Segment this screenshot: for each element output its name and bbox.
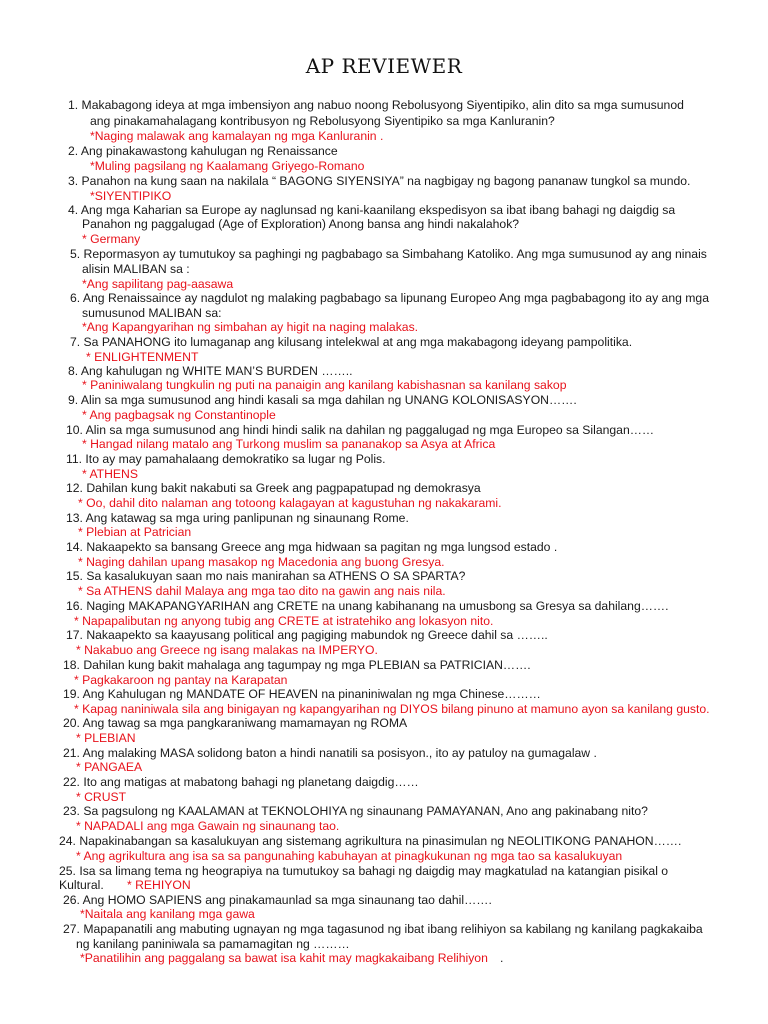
answer-line: * Germany: [82, 232, 141, 246]
question-line: 25. Isa sa limang tema ng heograpiya na tumutukoy sa bahagi ng daigdig may magkatulad na katangian pisikal o: [59, 864, 669, 878]
question-line: 15. Sa kasalukuyan saan mo nais manirahan sa ATHENS O SA SPARTA?: [66, 569, 466, 583]
question-line: 16. Naging MAKAPANGYARIHAN ang CRETE na unang kabihanang na umusbong sa Gresya sa dahilang…….: [66, 599, 669, 613]
answer-line: * Pagkakaroon ng pantay na Karapatan: [74, 673, 288, 687]
question-line: 7. Sa PANAHONG ito lumaganap ang kilusang intelekwal at ang mga makabagong ideyang pampolitika.: [70, 335, 633, 349]
answer-line: * Oo, dahil dito nalaman ang totoong kalagayan at kagustuhan ng nakakarami.: [78, 496, 502, 510]
answer-line: *Naging malawak ang kamalayan ng mga Kanluranin .: [90, 129, 384, 143]
answer-line: *Naitala ang kanilang mga gawa: [80, 907, 255, 921]
answer-line: * REHIYON: [127, 878, 191, 892]
answer-line: * NAPADALI ang mga Gawain ng sinaunang tao.: [76, 819, 340, 833]
answer-line: * Paniniwalang tungkulin ng puti na panaigin ang kanilang kabishasnan sa kanilang sakop: [82, 378, 567, 392]
answer-line: * Ang pagbagsak ng Constantinople: [82, 408, 276, 422]
question-line: 3. Panahon na kung saan na nakilala “ BAGONG SIYENSIYA” na nagbigay ng bagong pananaw tungkol sa mundo.: [68, 174, 691, 188]
answer-line: * ATHENS: [82, 467, 138, 481]
answer-line: * Nakabuo ang Greece ng isang malakas na IMPERYO.: [76, 643, 378, 657]
question-line: ang pinakamahalagang kontribusyon ng Rebolusyong Siyentipiko sa mga Kanluranin?: [90, 114, 555, 128]
question-line: 19. Ang Kahulugan ng MANDATE OF HEAVEN na pinaniniwalan ng mga Chinese………: [63, 687, 541, 701]
question-line: 24. Napakinabangan sa kasalukuyan ang sistemang agrikultura na pinasimulan ng NEOLITIKONG PANAHON…….: [59, 834, 682, 848]
answer-line: * Naging dahilan upang masakop ng Macedonia ang buong Gresya.: [78, 555, 445, 569]
question-line: 27. Mapapanatili ang mabuting ugnayan ng mga tagasunod ng ibat ibang relihiyon sa kabilang ng kanilang pagkakaiba: [63, 922, 703, 936]
question-line: 18. Dahilan kung bakit mahalaga ang tagumpay ng mga PLEBIAN sa PATRICIAN…….: [63, 658, 531, 672]
answer-line: * ENLIGHTENMENT: [86, 350, 199, 364]
answer-line: * Plebian at Patrician: [78, 525, 192, 539]
answer-line: * Kapag naniniwala sila ang binigayan ng kapangyarihan ng DIYOS bilang pinuno at mamuno ayon sa kanilang gusto.: [74, 702, 710, 716]
answer-line: *SIYENTIPIKO: [90, 189, 172, 203]
question-line: 10. Alin sa mga sumusunod ang hindi hindi salik na dahilan ng paggalugad ng mga Europeo sa Silangan……: [66, 423, 655, 437]
answer-line: * CRUST: [76, 790, 127, 804]
question-line: 4. Ang mga Kaharian sa Europe ay naglunsad ng kani-kaanilang ekspedisyon sa ibat ibang bahagi ng daigdig sa: [68, 203, 676, 217]
question-line: .: [500, 951, 504, 965]
question-line: 21. Ang malaking MASA solidong baton a hindi nanatili sa posisyon., ito ay patuloy na gumagalaw .: [63, 746, 597, 760]
question-line: alisin MALIBAN sa :: [82, 262, 190, 276]
answer-line: * Napapalibutan ng anyong tubig ang CRETE at istratehiko ang lokasyon nito.: [74, 614, 494, 628]
question-line: 11. Ito ay may pamahalaang demokratiko sa lugar ng Polis.: [66, 452, 386, 466]
question-line: 6. Ang Renaissaince ay nagdulot ng malaking pagbabago sa lipunang Europeo Ang mga pagbabagong ito ay ang mga: [70, 291, 709, 305]
question-line: 23. Sa pagsulong ng KAALAMAN at TEKNOLOHIYA ng sinaunang PAMAYANAN, Ano ang pakinabang nito?: [63, 804, 648, 818]
question-line: 26. Ang HOMO SAPIENS ang pinakamaunlad sa mga sinaunang tao dahil…….: [63, 893, 492, 907]
answer-line: * PANGAEA: [76, 760, 143, 774]
question-line: 12. Dahilan kung bakit nakabuti sa Greek ang pagpapatupad ng demokrasya: [66, 481, 481, 495]
question-line: sumusunod MALIBAN sa:: [82, 306, 222, 320]
answer-line: *Panatilihin ang paggalang sa bawat isa kahit may magkakaibang Relihiyon: [80, 951, 488, 965]
question-line: Panahon ng paggalugad (Age of Exploration) Anong bansa ang hindi nakalahok?: [82, 217, 520, 231]
page-title: AP REVIEWER: [305, 54, 463, 78]
question-line: 14. Nakaapekto sa bansang Greece ang mga hidwaan sa pagitan ng mga lungsod estado .: [66, 540, 558, 554]
question-line: 9. Alin sa mga sumusunod ang hindi kasali sa mga dahilan ng UNANG KOLONISASYON…….: [68, 393, 577, 407]
question-line: 8. Ang kahulugan ng WHITE MAN’S BURDEN ……..: [68, 364, 353, 378]
question-line: 13. Ang katawag sa mga uring panlipunan ng sinaunang Rome.: [66, 511, 409, 525]
answer-line: * Ang agrikultura ang isa sa sa pangunahing kabuhayan at pinagkukunan ng mga tao sa kasalukuyan: [76, 849, 623, 863]
answer-line: * Sa ATHENS dahil Malaya ang mga tao dito na gawin ang nais nila.: [78, 584, 446, 598]
question-line: 2. Ang pinakawastong kahulugan ng Renaissance: [68, 144, 338, 158]
question-line: 1. Makabagong ideya at mga imbensiyon ang nabuo noong Rebolusyong Siyentipiko, alin dito sa mga sumusunod: [68, 98, 684, 112]
question-line: 20. Ang tawag sa mga pangkaraniwang mamamayan ng ROMA: [63, 716, 408, 730]
answer-line: * PLEBIAN: [76, 731, 136, 745]
question-line: 17. Nakaapekto sa kaayusang political ang pagiging mabundok ng Greece dahil sa ……..: [66, 628, 548, 642]
answer-line: *Ang Kapangyarihan ng simbahan ay higit na naging malakas.: [82, 320, 419, 334]
question-line: 5. Repormasyon ay tumutukoy sa paghingi ng pagbabago sa Simbahang Katoliko. Ang mga sumusunod ay ang ninais: [70, 247, 707, 261]
question-line: 22. Ito ang matigas at mabatong bahagi ng planetang daigdig……: [63, 775, 419, 789]
answer-line: *Ang sapilitang pag-aasawa: [82, 277, 234, 291]
question-line: Kultural.: [59, 878, 104, 892]
question-line: ng kanilang paniniwala sa pamamagitan ng ………: [76, 937, 350, 951]
answer-line: *Muling pagsilang ng Kaalamang Griyego-Romano: [90, 159, 365, 173]
answer-line: * Hangad nilang matalo ang Turkong muslim sa pananakop sa Asya at Africa: [82, 437, 496, 451]
